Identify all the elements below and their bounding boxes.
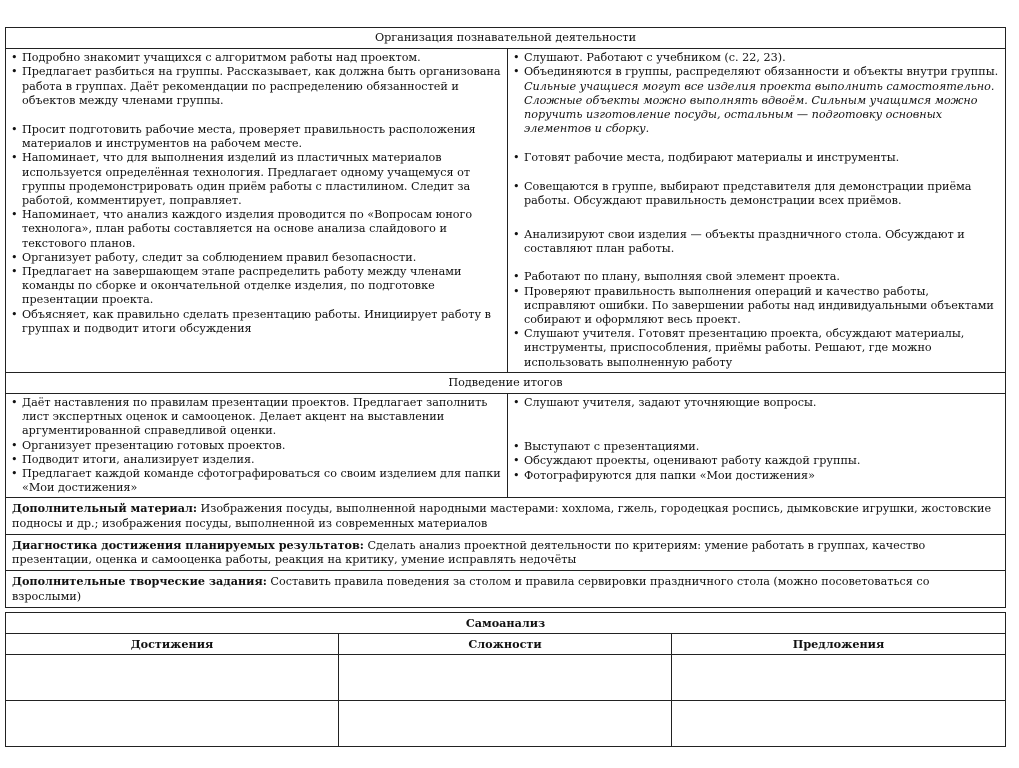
section-row-organization [6,49,1006,373]
extra-material-text: Изображения посуды, выполненной народными мастерами: хохлома, гжель, городецкая роспись, дымковские игрушки, жостовские подносы и др.; изображения посуды, выполненной из современных материалов [12,502,992,530]
list-item: • Напоминает, что для выполнения изделий из пластичных материалов используется определённая технология. Предлагает одному учащемуся от группы продемонстрировать один приём работы с пластилином. Следит за работой, комментирует, поправляет. [10,151,503,208]
list-item: • Подводит итоги, анализирует изделия. [10,453,503,467]
hint-text: Сильные учащиеся могут все изделия проекта выполнить самостоятельно. Сложные объекты можно выполнять вдвоём. Сильным учащимся можно поручить изготовление посуды, остальным — подготовку основных элементов и сборку. [524,79,995,136]
creative-tasks-text: Составить правила поведения за столом и правила сервировки праздничного стола (можно посоветоваться со взрослыми) [12,575,930,603]
list-item [512,65,1001,136]
list-item: • Просит подготовить рабочие места, проверяет правильность расположения материалов и инструментов на рабочем месте. [10,123,503,151]
lesson-plan-page [5,27,1005,747]
self-analysis-table [5,612,1006,747]
empty-cell[interactable] [672,701,1006,747]
empty-cell[interactable] [6,701,339,747]
table-row [6,701,1006,747]
list-item: • Подробно знакомит учащихся с алгоритмом работы над проектом. [10,51,503,65]
teacher-column [6,394,508,498]
diagnostics-text: Сделать анализ проектной деятельности по критериям: умение работать в группах, качество презентации, оценка и самооценка работы, реакция на критику, умение исправлять недочёты [12,538,926,567]
students-column [508,394,1006,498]
list-item: • Фотографируются для папки «Мои достижения» [512,469,1001,483]
list-item-text: Объединяются в группы, распределяют обязанности и объекты внутри группы. [524,65,999,79]
self-analysis-title: Самоанализ [6,612,1006,633]
section-header-summary [6,372,1006,393]
list-item: • Организует работу, следит за соблюдением правил безопасности. [10,251,503,265]
list-item: • Предлагает на завершающем этапе распределить работу между членами команды по сборке и окончательной отделке изделия, по подготовке презентации проекта. [10,265,503,308]
section-title: Организация познавательной деятельности [6,28,1006,49]
table-row [6,655,1006,701]
diagnostics [6,534,1006,570]
extra-material-label: Дополнительный материал: [12,501,197,516]
list-item: • Даёт наставления по правилам презентации проектов. Предлагает заполнить лист экспертных оценок и самооценок. Делает акцент на выставлении аргументированной справедливой оценки. [10,396,503,439]
teacher-column [6,49,508,373]
empty-cell[interactable] [6,655,339,701]
list-item: • Проверяют правильность выполнения операций и качество работы, исправляют ошибки. По завершении работы над индивидуальными объектами собирают и оформляют весь проект. [512,285,1001,328]
list-item: • Предлагает каждой команде сфотографироваться со своим изделием для папки «Мои достижения» [10,467,503,495]
list-item: • Слушают учителя, задают уточняющие вопросы. [512,396,1001,410]
diagnostics-row [6,534,1006,570]
list-item: • Обсуждают проекты, оценивают работу каждой группы. [512,454,1001,468]
empty-cell[interactable] [672,655,1006,701]
empty-cell[interactable] [339,701,672,747]
extra-material-row [6,498,1006,534]
extra-material [6,498,1006,534]
list-item: • Анализируют свои изделия — объекты праздничного стола. Обсуждают и составляют план работы. [512,228,1001,256]
lesson-table [5,27,1006,608]
list-item: • Организует презентацию готовых проектов. [10,439,503,453]
creative-tasks-label: Дополнительные творческие задания: [12,574,267,589]
students-column [508,49,1006,373]
column-achievements: Достижения [6,633,339,654]
list-item: • Объясняет, как правильно сделать презентацию работы. Инициирует работу в группах и подводит итоги обсуждения [10,308,503,336]
section-row-summary [6,394,1006,498]
section-title: Подведение итогов [6,372,1006,393]
column-difficulties: Сложности [339,633,672,654]
creative-tasks [6,571,1006,607]
list-item: • Напоминает, что анализ каждого изделия проводится по «Вопросам юного технолога», план работы составляется на основе анализа слайдового и текстового планов. [10,208,503,251]
section-header-organization [6,28,1006,49]
diagnostics-label: Диагностика достижения планируемых результатов: [12,537,364,552]
list-item: • Слушают учителя. Готовят презентацию проекта, обсуждают материалы, инструменты, приспособления, приёмы работы. Решают, где можно использовать выполненную работу [512,327,1001,370]
list-item: • Предлагает разбиться на группы. Рассказывает, как должна быть организована работа в группах. Даёт рекомендации по распределению обязанностей и объектов между членами группы. [10,65,503,108]
list-item: • Работают по плану, выполняя свой элемент проекта. [512,270,1001,284]
creative-tasks-row [6,571,1006,607]
list-item: • Совещаются в группе, выбирают представителя для демонстрации приёма работы. Обсуждают правильность демонстрации всех приёмов. [512,180,1001,208]
list-item: • Готовят рабочие места, подбирают материалы и инструменты. [512,151,1001,165]
list-item: • Слушают. Работают с учебником (с. 22, 23). [512,51,1001,65]
list-item: • Выступают с презентациями. [512,440,1001,454]
empty-cell[interactable] [339,655,672,701]
column-suggestions: Предложения [672,633,1006,654]
